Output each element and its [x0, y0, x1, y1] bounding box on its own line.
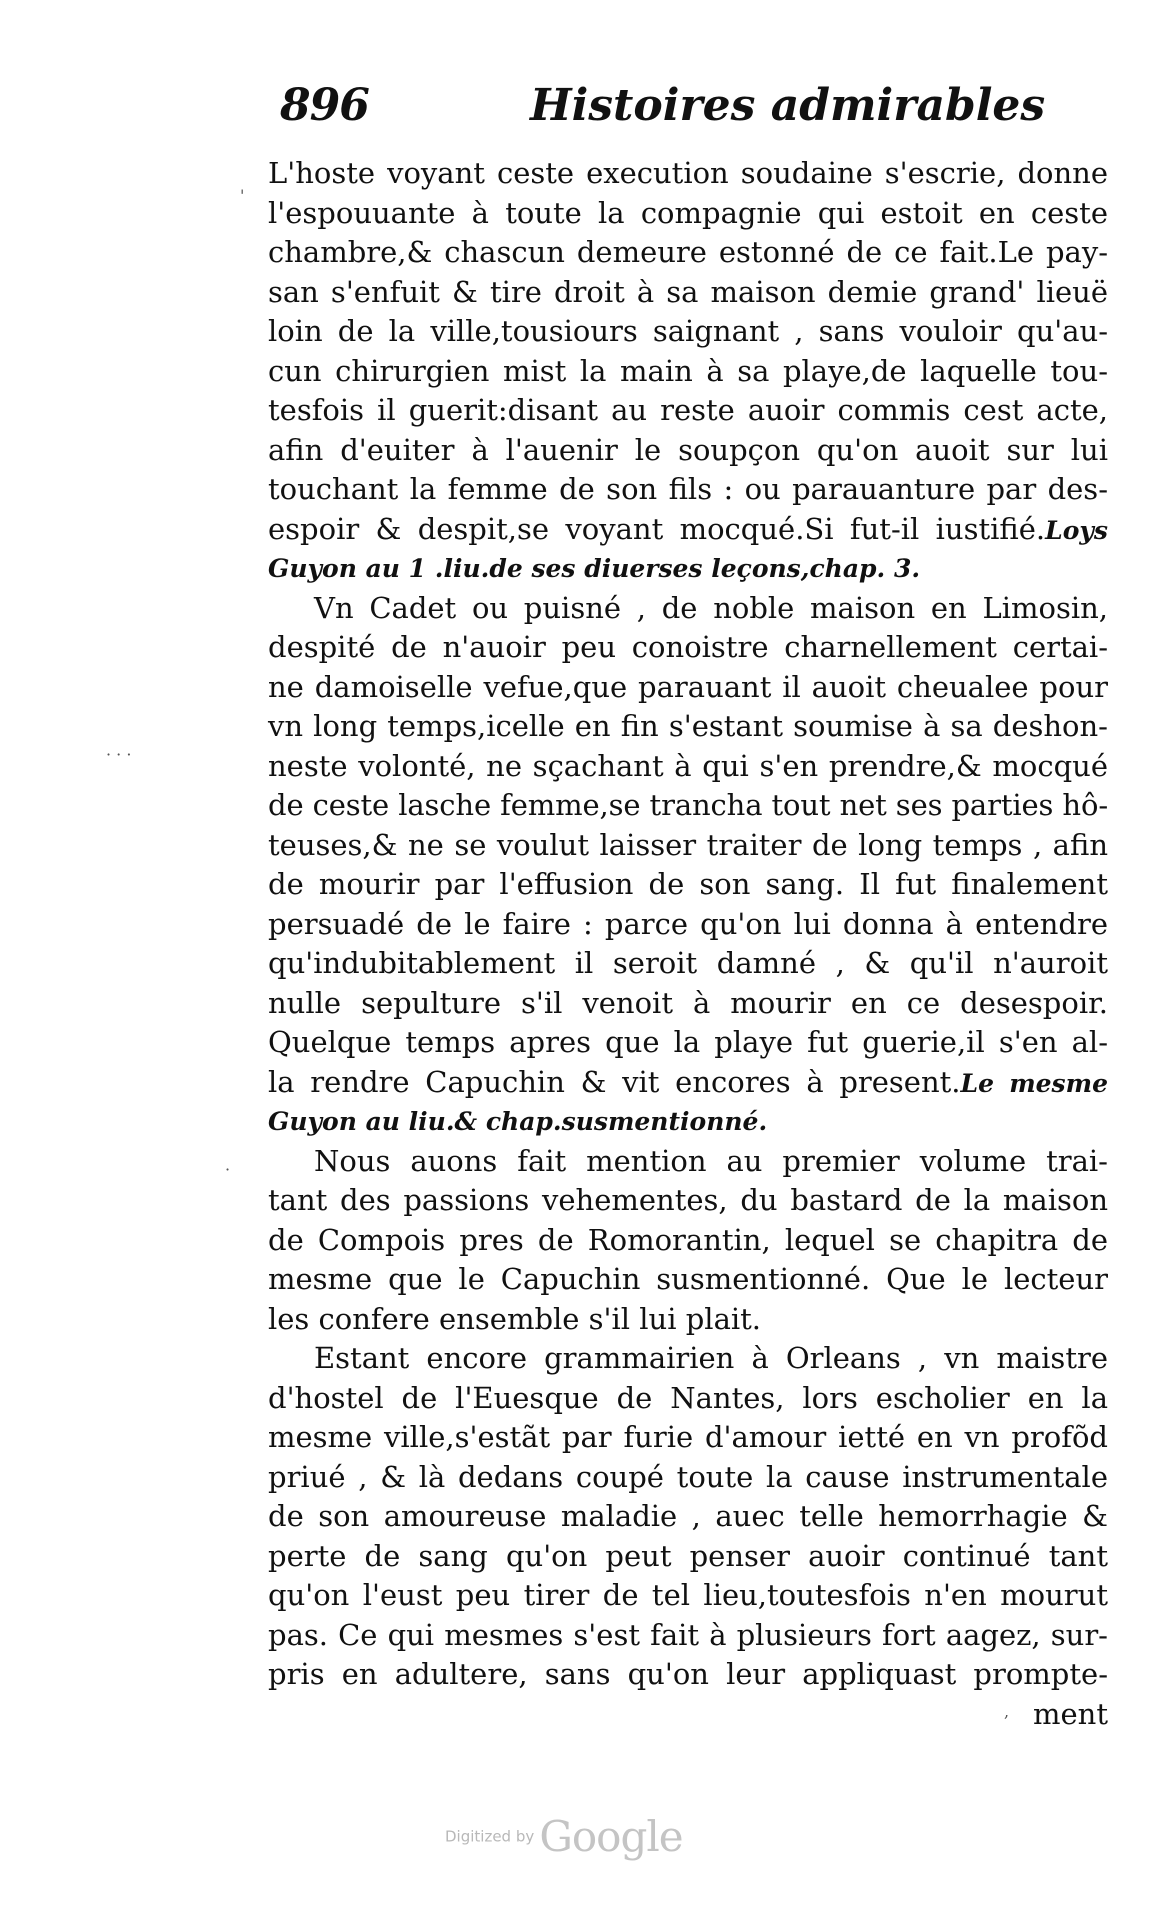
text-line: afin d'euiter à l'auenir le soupçon qu'on auoit sur lui: [268, 432, 1108, 467]
text-line: nulle sepulture s'il venoit à mourir en ce desespoir.: [268, 985, 1108, 1020]
paragraph-start: Vn Cadet ou puisné , de noble maison en Limosin,: [314, 590, 1108, 625]
running-title: Histoires admirables: [530, 80, 1046, 131]
margin-speck: ·: [225, 1160, 231, 1179]
text-line: loin de la ville,tousiours saignant , sans vouloir qu'au-: [268, 314, 1108, 348]
text-line: teuses,& ne se voulut laisser traiter de long temps , afin: [268, 827, 1108, 862]
text-line: tant des passions vehementes, du bastard de la maison: [268, 1183, 1108, 1217]
text-line: d'hostel de l'Euesque de Nantes, lors escholier en la: [268, 1380, 1108, 1415]
text-line: pris en adultere, sans qu'on leur appliquast prompte-: [268, 1657, 1108, 1691]
body-text: [268, 154, 1108, 1734]
text-line: despité de n'auoir peu conoistre charnellement certai-: [268, 630, 1108, 664]
citation-start: Le mesme: [960, 1068, 1108, 1098]
margin-speck: ,: [1004, 1702, 1010, 1721]
text-segment: la rendre Capuchin & vit encores à present.: [268, 1064, 961, 1099]
text-line-with-citation: [268, 1063, 1108, 1103]
text-line: mesme que le Capuchin susmentionné. Que le lecteur: [268, 1262, 1108, 1296]
text-line: cun chirurgien mist la main à sa playe,de laquelle tou-: [268, 353, 1108, 388]
margin-speck: · · ·: [106, 745, 132, 764]
text-line: qu'indubitablement il seroit damné , & qu'il n'auroit: [268, 946, 1108, 980]
citation-line: Guyon au liu.& chap.susmentionné.: [268, 1107, 768, 1136]
text-line: neste volonté, ne sçachant à qui s'en prendre,& mocqué: [268, 748, 1108, 783]
text-line: san s'enfuit & tire droit à sa maison demie grand' lieuë: [268, 274, 1108, 309]
text-line: les confere ensemble s'il lui plait.: [268, 1301, 761, 1336]
text-line: persuadé de le faire : parce qu'on lui donna à entendre: [268, 906, 1108, 941]
text-line: ne damoiselle vefue,que parauant il auoit cheualee pour: [268, 669, 1108, 704]
running-head: [280, 80, 1046, 140]
text-line: l'espouuante à toute la compagnie qui estoit en ceste: [268, 195, 1108, 230]
text-line: vn long temps,icelle en fin s'estant soumise à sa deshon-: [268, 709, 1108, 743]
paragraph-start: Nous auons fait mention au premier volume trai-: [314, 1143, 1108, 1178]
margin-speck: ': [240, 186, 245, 205]
text-line: chambre,& chascun demeure estonné de ce fait.Le pay-: [268, 235, 1108, 269]
catchword: ment: [1033, 1696, 1108, 1731]
text-line: pas. Ce qui mesmes s'est fait à plusieurs fort aagez, sur-: [268, 1617, 1108, 1652]
digitized-label: Digitized by: [445, 1827, 535, 1846]
text-line: priué , & là dedans coupé toute la cause instrumentale: [268, 1459, 1108, 1494]
citation-start: Loys: [1045, 515, 1108, 545]
text-line: de son amoureuse maladie , auec telle hemorrhagie &: [268, 1499, 1108, 1533]
text-line-with-citation: [268, 510, 1108, 550]
digitized-watermark: [445, 1812, 683, 1864]
text-line: L'hoste voyant ceste execution soudaine s'escrie, donne: [268, 156, 1108, 190]
citation-line: Guyon au 1 .liu.de ses diuerses leçons,chap. 3.: [268, 554, 921, 583]
text-line: perte de sang qu'on peut penser auoir continué tant: [268, 1538, 1108, 1573]
text-line: touchant la femme de son fils : ou parauanture par des-: [268, 472, 1108, 506]
text-line: de mourir par l'effusion de son sang. Il fut finalement: [268, 867, 1108, 901]
google-logo: Google: [539, 1812, 683, 1861]
paragraph-start: Estant encore grammairien à Orleans , vn maistre: [314, 1341, 1108, 1375]
text-line: Quelque temps apres que la playe fut guerie,il s'en al-: [268, 1025, 1108, 1059]
text-line: tesfois il guerit:disant au reste auoir commis cest acte,: [268, 393, 1108, 427]
text-line: de Compois pres de Romorantin, lequel se chapitra de: [268, 1222, 1108, 1257]
text-line: mesme ville,s'estãt par furie d'amour ietté en vn profõd: [268, 1420, 1108, 1454]
text-segment: espoir & despit,se voyant mocqué.Si fut-il iustifié.: [268, 511, 1046, 546]
text-line: qu'on l'eust peu tirer de tel lieu,toutesfois n'en mourut: [268, 1578, 1108, 1612]
page-number: 896: [280, 80, 369, 131]
text-line: de ceste lasche femme,se trancha tout net ses parties hô-: [268, 788, 1108, 822]
